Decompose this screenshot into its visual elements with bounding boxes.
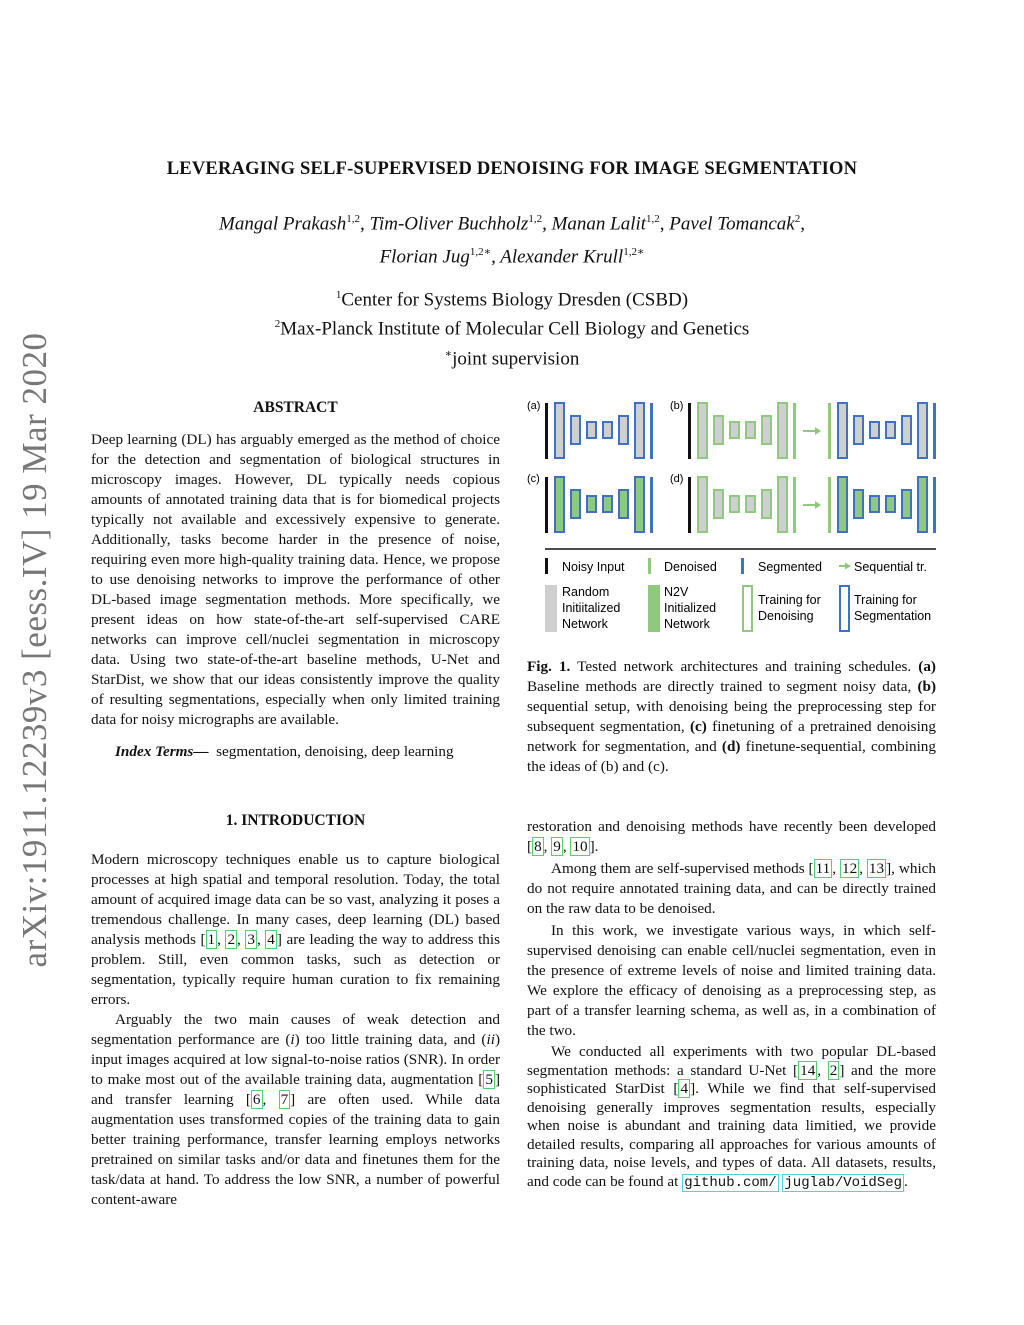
citation[interactable]: 8 — [534, 838, 542, 855]
arxiv-stamp — [10, 332, 60, 968]
legend-noisy-swatch — [545, 558, 548, 574]
citation[interactable]: 12 — [841, 860, 858, 877]
github-link-cont[interactable]: juglab/VoidSeg — [784, 1174, 903, 1191]
svg-text:Random: Random — [562, 585, 610, 599]
svg-text:Denoising: Denoising — [758, 609, 814, 623]
legend-denoised: Denoised — [664, 560, 717, 574]
intro-paragraph-6: We conducted all experiments with two popular DL-based segmentation methods: a standard U-Net [ 14 , 2 ] and the more sophisticated StarDist [ 4 ]. While we find that self-supervised denoising generally improves segmentation results, especially when noise is abundant and training data limitied, we provide detailed results, comparing all approaches for various amounts of training data, noise levels, and types of data. All datasets, results, and code can be found at github.com/ juglab/VoidSeg . — [527, 1043, 937, 1191]
affiliations: $^1$Center for Systems Biology Dresden (CSBD) $^2$Max-Planck Institute of Molecular Cell Biology and Genetics ∗joint supervision — [274, 289, 750, 369]
citation[interactable]: 9 — [553, 838, 561, 855]
figure-1 — [523, 395, 943, 640]
intro-heading: 1. INTRODUCTION — [225, 812, 366, 829]
citation[interactable]: 4 — [267, 931, 275, 948]
legend-train-denoise-swatch — [743, 586, 752, 631]
legend-segmented: Segmented — [758, 560, 822, 574]
intro-paragraph-5: In this work, we investigate various ways, in which self-supervised denoising can enable cell/nuclei segmentation, even in the presence of extreme levels of noise and limited training data. We explore the efficacy of denoising as a preprocessing step, as part of a transfer learning schema, as well as, in a combination of the two. — [527, 922, 936, 1039]
abstract-body — [91, 430, 500, 762]
intro-paragraph-3: restoration and denoising methods have recently been developed [ 8 , 9 , 10 ]. — [527, 818, 936, 855]
legend-sequential-arrow — [845, 563, 851, 570]
svg-text:Network: Network — [562, 617, 608, 631]
legend-random-swatch — [545, 585, 557, 632]
intro-left-body — [91, 850, 500, 1210]
legend-segmented-swatch — [741, 558, 744, 574]
legend-noisy-input: Noisy Input — [562, 560, 625, 574]
legend-denoised-swatch — [648, 558, 651, 574]
svg-text:Segmentation: Segmentation — [854, 609, 932, 623]
github-link[interactable]: github.com/ — [684, 1174, 777, 1191]
svg-text:Initiitalized: Initiitalized — [562, 601, 621, 615]
panel-label-c: (c) — [527, 473, 540, 485]
svg-text:N2V: N2V — [664, 585, 689, 599]
figure-caption: Fig. 1. Tested network architectures and training schedules. (a) Baseline methods are directly trained to segment noisy data, (b) sequential setup, with denoising being the preprocessing step for subsequent segmentation, (c) finetuning of a pretrained denoising network for segmentation, and (d) finetune-sequential, combining the ideas of (b) and (c). — [527, 658, 936, 775]
paper-title: LEVERAGING SELF-SUPERVISED DENOISING FOR IMAGE SEGMENTATION — [166, 159, 858, 179]
svg-text:Network: Network — [664, 617, 710, 631]
panel-label-d: (d) — [670, 473, 684, 485]
citation[interactable]: 3 — [247, 931, 255, 948]
legend-n2v-swatch — [648, 585, 660, 632]
citation[interactable]: 2 — [829, 1061, 838, 1079]
panel-a-network — [545, 403, 653, 459]
citation[interactable]: 2 — [227, 931, 236, 948]
citation[interactable]: 5 — [485, 1071, 493, 1088]
citation[interactable]: 4 — [680, 1080, 689, 1097]
abstract-heading: ABSTRACT — [253, 399, 338, 416]
citation[interactable]: 11 — [815, 860, 831, 877]
legend-sequential: Sequential tr. — [854, 560, 927, 574]
intro-paragraph-1: Modern microscopy techniques enable us to capture biological processes at high spatial and temporal resolution. Today, the total amount of acquired image data can be so vast, analyzing it poses a tremendous challenge. In many cases, deep learning (DL) based analysis methods [ 1 , 2 , 3 , 4 ] are leading the way to address this problem. Still, even common tasks, such as detection or segmentation, typically require human curation to fix remaining errors. — [91, 851, 501, 1008]
abstract-text: Deep learning (DL) has arguably emerged as the method of choice for the detection and segmentation of biological structures in microscopy images. However, DL typically needs copious amounts of annotated training data that is for biomedical projects typically not available and excessively expensive to generate. Additionally, tasks become harder in the presence of noise, requiring even more high-quality training data. Hence, we propose to use denoising networks to improve the performance of other DL-based image segmentation methods. More specifically, we present ideas on how state-of-the-art self-supervised CARE networks can improve cell/nuclei segmentation in microscopy data. Using two state-of-the-art baseline methods, U-Net and StarDist, we show that our ideas consistently improve the quality of resulting segmentations, especially when only limited training data for noisy micrographs are available. — [91, 431, 500, 728]
legend-train-seg-swatch — [840, 586, 849, 631]
panel-d-network — [688, 477, 936, 533]
intro-paragraph-2: Arguably the two main causes of weak detection and segmentation performance are (i) too little training data, and (ii) input images acquired at low signal-to-noise ratios (SNR). In order to make most out of the available training data, augmentation [ 5 ] and transfer learning [ 6 , 7 ] are often used. While data augmentation uses transformed copies of the training data to gain better training performance, transfer learning employs networks pretrained on similar tasks and/or data and finetunes them for the task/data at hand. To address the low SNR, a number of powerful content-aware — [91, 1011, 501, 1208]
citation[interactable]: 6 — [252, 1091, 261, 1108]
svg-text:Training for: Training for — [854, 593, 917, 607]
citation[interactable]: 10 — [572, 838, 588, 855]
svg-text:Training for: Training for — [758, 593, 821, 607]
index-terms: Index Terms— segmentation, denoising, deep learning — [115, 743, 454, 760]
panel-label-a: (a) — [527, 400, 541, 412]
citation[interactable]: 1 — [207, 931, 216, 948]
svg-text:Initialized: Initialized — [664, 601, 717, 615]
citation[interactable]: 7 — [280, 1091, 289, 1108]
network-architecture-diagram — [523, 395, 943, 640]
legend — [545, 558, 931, 632]
citation[interactable]: 14 — [800, 1061, 816, 1079]
citation[interactable]: 13 — [868, 860, 885, 877]
arxiv-id: arXiv:1911.12239v3 [eess.IV] 19 Mar 2020 — [15, 332, 54, 968]
intro-right-body — [527, 817, 936, 1192]
author-list: Mangal Prakash$^{1,2}$, Tim-Oliver Buchholz$^{1,2}$, Manan Lalit$^{1,2}$, Pavel Tomancak$^2$, Florian Jug$^{1,2∗}$, Alexander Krull$^{1,2∗}$ — [219, 213, 805, 268]
panel-b-network — [688, 403, 936, 459]
panel-c-network — [545, 477, 653, 533]
intro-paragraph-4: Among them are self-supervised methods [ 11 , 12 , 13 ], which do not require annotated training data, and can be directly trained on the raw data to be denoised. — [527, 860, 936, 917]
panel-label-b: (b) — [670, 400, 684, 412]
